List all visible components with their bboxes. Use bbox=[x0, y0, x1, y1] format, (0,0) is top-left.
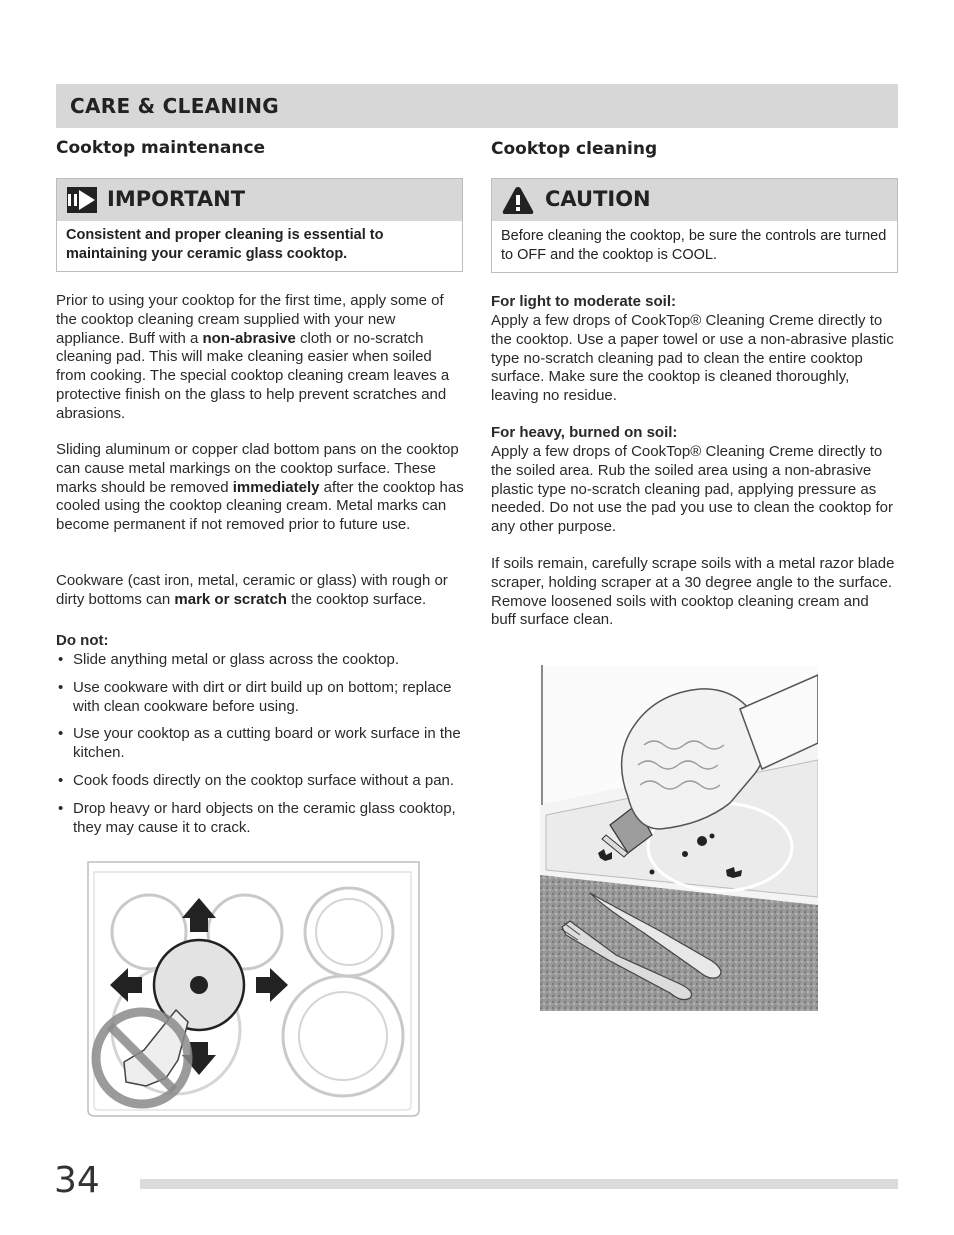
important-text: Consistent and proper cleaning is essential to maintaining your ceramic glass cooktop. bbox=[66, 227, 384, 262]
list-item: • Drop heavy or hard objects on the ceramic glass cooktop, they may cause it to crack. bbox=[56, 800, 468, 838]
para3-bold: mark or scratch bbox=[174, 590, 287, 608]
list-item: • Use your cooktop as a cutting board or work surface in the kitchen. bbox=[56, 725, 468, 763]
light-soil-label: For light to moderate soil: bbox=[491, 293, 677, 310]
soils-remain-text: If soils remain, carefully scrape soils with a metal razor blade scraper, holding scraper at a 30 degree angle to the surface. Remove loosened soils with cooktop cleaning cream and buff surface clean. bbox=[491, 555, 895, 629]
scraper-illustration bbox=[540, 665, 818, 1011]
list-item: • Use cookware with dirt or dirt build up on bottom; replace with clean cookware before using. bbox=[56, 679, 468, 717]
section-header bbox=[56, 84, 898, 128]
para2-text-c: after the cooktop has cooled using the cooktop cleaning cream. Metal marks can become permanent if not removed prior to future use. bbox=[56, 478, 464, 534]
donot-list bbox=[56, 651, 468, 846]
heavy-soil-label: For heavy, burned on soil: bbox=[491, 424, 678, 441]
para2-bold: immediately bbox=[232, 478, 320, 496]
caution-box bbox=[491, 178, 898, 273]
para1-text-c: cloth or no-scratch cleaning pad. This will make cleaning easier when soiled from cooking. The special cooktop cleaning cream leaves a protective finish on the glass to help prevent scratches and abrasions. bbox=[56, 329, 450, 422]
light-soil-text: Apply a few drops of CookTop® Cleaning Creme directly to the cooktop. Use a paper towel or use a non-abrasive plastic type no-scratch cleaning pad to clean the entire cooktop surface. Make sure the cooktop is cleaned thoroughly, leaving no residue. bbox=[491, 312, 894, 405]
cooktop-no-slide-illustration bbox=[86, 860, 421, 1120]
paragraph-metal-marks bbox=[56, 441, 466, 535]
page-number: 34 bbox=[54, 1160, 100, 1201]
para1-bold: non-abrasive bbox=[202, 329, 296, 347]
paragraph-cookware bbox=[56, 572, 466, 610]
para3-text-a: Cookware (cast iron, metal, ceramic or glass) with rough or dirty bottoms can bbox=[56, 572, 448, 608]
important-label: IMPORTANT bbox=[107, 187, 246, 211]
caution-header bbox=[492, 179, 897, 221]
caution-label: CAUTION bbox=[545, 187, 651, 211]
arrow-right-icon bbox=[67, 187, 97, 217]
important-box bbox=[56, 178, 463, 272]
heavy-soil-text: Apply a few drops of CookTop® Cleaning Creme directly to the soiled area. Rub the soiled area using a non-abrasive plastic type no-scratch cleaning pad, applying pressure as needed. Do not use the pad you use to clean the cooktop for any other purpose. bbox=[491, 443, 893, 536]
paragraph-first-use bbox=[56, 292, 464, 424]
list-item: • Slide anything metal or glass across the cooktop. bbox=[56, 651, 468, 670]
important-header bbox=[57, 179, 462, 221]
footer-bar bbox=[140, 1179, 898, 1189]
para1-text-a: Prior to using your cooktop for the first time, apply some of the cooktop cleaning cream supplied with your new appliance. Buff with a bbox=[56, 292, 444, 347]
list-item: • Cook foods directly on the cooktop surface without a pan. bbox=[56, 772, 468, 791]
left-subtitle: Cooktop maintenance bbox=[56, 138, 266, 158]
para2-text-a: Sliding aluminum or copper clad bottom pans on the cooktop can cause metal markings on the cooktop surface. These marks should be removed bbox=[56, 441, 459, 496]
donot-label: Do not: bbox=[56, 632, 109, 649]
warning-triangle-icon bbox=[502, 185, 534, 219]
section-title: CARE & CLEANING bbox=[70, 94, 279, 118]
caution-text: Before cleaning the cooktop, be sure the controls are turned to OFF and the cooktop is COOL. bbox=[501, 228, 887, 263]
right-subtitle: Cooktop cleaning bbox=[491, 139, 658, 159]
para3-text-c: the cooktop surface. bbox=[286, 590, 427, 608]
